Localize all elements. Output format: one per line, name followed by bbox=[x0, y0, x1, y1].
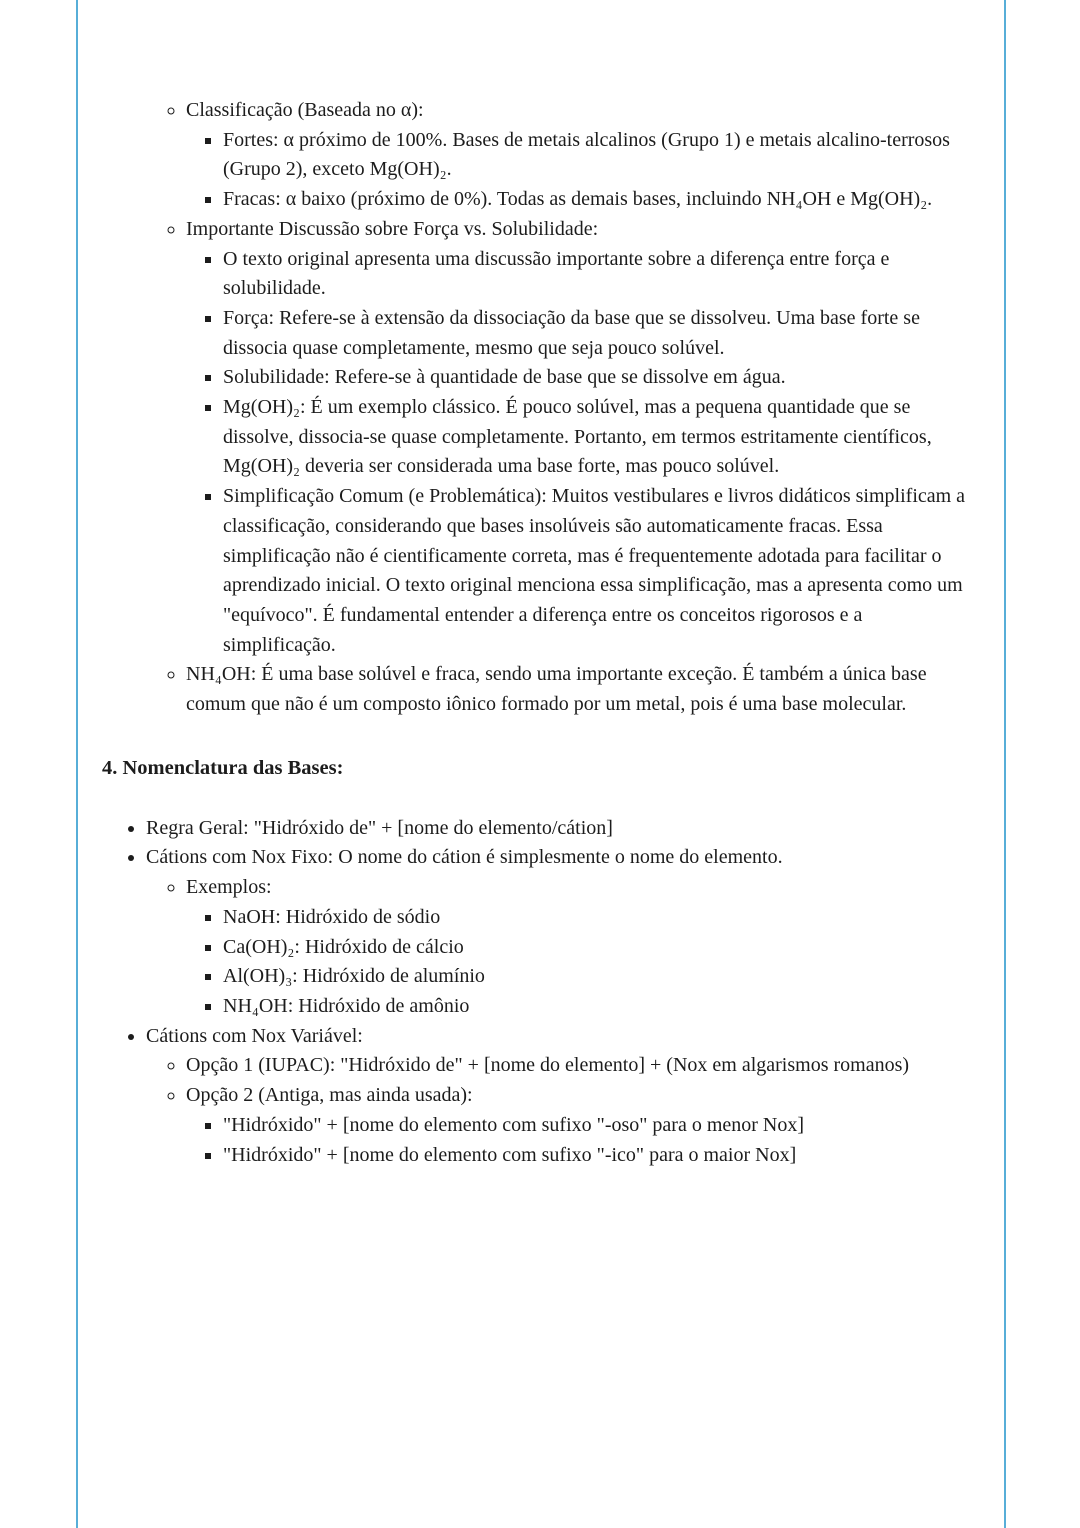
page-border-right bbox=[1004, 0, 1006, 1528]
list-item: ▪ "Hidróxido" + [nome do elemento com sufixo "-oso" para o menor Nox] bbox=[223, 1111, 980, 1141]
list-item: ▪ Al(OH)₃: Hidróxido de alumínio bbox=[223, 962, 980, 992]
bullet-list bbox=[146, 873, 980, 1022]
page-border-left bbox=[76, 0, 78, 1528]
nomenclatura-list bbox=[102, 814, 980, 1170]
list-item: • Cátions com Nox Variável: ◦ Opção 1 (IUPAC): "Hidróxido de" + [nome do elemento] + (Nox em algarismos romanos) ◦ Opção 2 (Antiga, mas ainda usada): ▪ "Hidróxido" + [nome do elemento com sufixo "-oso" para o menor Nox] ▪ "Hidróxido" + [nome do elemento com sufixo "-ico" para o maior Nox] bbox=[146, 1022, 980, 1171]
list-item: ◦ Opção 2 (Antiga, mas ainda usada): ▪ "Hidróxido" + [nome do elemento com sufixo "-oso" para o menor Nox] ▪ "Hidróxido" + [nome do elemento com sufixo "-ico" para o maior Nox] bbox=[186, 1081, 980, 1170]
list-item: ▪ NH₄OH: Hidróxido de amônio bbox=[223, 992, 980, 1022]
list-item: ▪ Simplificação Comum (e Problemática): Muitos vestibulares e livros didáticos simplificam a classificação, considerando que bases insolúveis são automaticamente fracas. Essa simplificação não é cientificamente correta, mas é frequentemente adotada para facilitar o aprendizado inicial. O texto original menciona essa simplificação, mas a apresenta como um "equívoco". É fundamental entender a diferença entre os conceitos rigorosos e a simplificação. bbox=[223, 482, 980, 660]
list-item: ◦ Importante Discussão sobre Força vs. Solubilidade: ▪ O texto original apresenta uma discussão importante sobre a diferença entre força e solubilidade. ▪ Força: Refere-se à extensão da dissociação da base que se dissolveu. Uma base forte se dissocia quase completamente, mesmo que seja pouco solúvel. ▪ Solubilidade: Refere-se à quantidade de base que se dissolve em água. ▪ Mg(OH)₂: É um exemplo clássico. É pouco solúvel, mas a pequena quantidade que se dissolve, dissocia-se quase completamente. Portanto, em termos estritamente científicos, Mg(OH)₂ deveria ser considerada uma base forte, mas pouco solúvel. ▪ Simplificação Comum (e Problemática): Muitos vestibulares e livros didáticos simplificam a classificação, considerando que bases insolúveis são automaticamente fracas. Essa simplificação não é cientificamente correta, mas é frequentemente adotada para facilitar o aprendizado inicial. O texto original menciona essa simplificação, mas a apresenta como um "equívoco". É fundamental entender a diferença entre os conceitos rigorosos e a simplificação. bbox=[186, 215, 980, 661]
bullet-list bbox=[186, 1111, 980, 1170]
list-item: ◦ NH₄OH: É uma base solúvel e fraca, sendo uma importante exceção. É também a única base comum que não é um composto iônico formado por um metal, pois é uma base molecular. bbox=[186, 660, 980, 719]
list-item: ▪ "Hidróxido" + [nome do elemento com sufixo "-ico" para o maior Nox] bbox=[223, 1141, 980, 1171]
bullet-list bbox=[186, 903, 980, 1022]
list-item: ▪ Ca(OH)₂: Hidróxido de cálcio bbox=[223, 933, 980, 963]
list-item: ▪ Mg(OH)₂: É um exemplo clássico. É pouco solúvel, mas a pequena quantidade que se dissolve, dissocia-se quase completamente. Portanto, em termos estritamente científicos, Mg(OH)₂ deveria ser considerada uma base forte, mas pouco solúvel. bbox=[223, 393, 980, 482]
list-item: ▪ Fracas: α baixo (próximo de 0%). Todas as demais bases, incluindo NH₄OH e Mg(OH)₂. bbox=[223, 185, 980, 215]
bullet-list bbox=[146, 1051, 980, 1170]
section-heading-nomenclatura: 4. Nomenclatura das Bases: bbox=[102, 756, 344, 779]
list-item: ◦ Classificação (Baseada no α): ▪ Fortes: α próximo de 100%. Bases de metais alcalinos (Grupo 1) e metais alcalino-terrosos (Grupo 2), exceto Mg(OH)₂. ▪ Fracas: α baixo (próximo de 0%). Todas as demais bases, incluindo NH₄OH e Mg(OH)₂. bbox=[186, 96, 980, 215]
list-item: ▪ Força: Refere-se à extensão da dissociação da base que se dissolveu. Uma base forte se dissocia quase completamente, mesmo que seja pouco solúvel. bbox=[223, 304, 980, 363]
bullet-list bbox=[186, 126, 980, 215]
list-item: ▪ NaOH: Hidróxido de sódio bbox=[223, 903, 980, 933]
list-item: ◦ Opção 1 (IUPAC): "Hidróxido de" + [nome do elemento] + (Nox em algarismos romanos) bbox=[186, 1051, 980, 1081]
list-item: • Regra Geral: "Hidróxido de" + [nome do elemento/cátion] bbox=[146, 814, 980, 844]
classification-list bbox=[102, 96, 980, 720]
document-content bbox=[102, 0, 980, 1170]
bullet-list bbox=[102, 96, 980, 720]
list-item: ▪ O texto original apresenta uma discussão importante sobre a diferença entre força e solubilidade. bbox=[223, 245, 980, 304]
list-item: ▪ Fortes: α próximo de 100%. Bases de metais alcalinos (Grupo 1) e metais alcalino-terrosos (Grupo 2), exceto Mg(OH)₂. bbox=[223, 126, 980, 185]
bullet-list bbox=[186, 245, 980, 661]
list-item: ◦ Exemplos: ▪ NaOH: Hidróxido de sódio ▪ Ca(OH)₂: Hidróxido de cálcio ▪ Al(OH)₃: Hidróxido de alumínio ▪ NH₄OH: Hidróxido de amônio bbox=[186, 873, 980, 1022]
list-item: ▪ Solubilidade: Refere-se à quantidade de base que se dissolve em água. bbox=[223, 363, 980, 393]
list-item: • Cátions com Nox Fixo: O nome do cátion é simplesmente o nome do elemento. ◦ Exemplos: ▪ NaOH: Hidróxido de sódio ▪ Ca(OH)₂: Hidróxido de cálcio ▪ Al(OH)₃: Hidróxido de alumínio ▪ NH₄OH: Hidróxido de amônio bbox=[146, 843, 980, 1021]
bullet-list bbox=[102, 814, 980, 1170]
